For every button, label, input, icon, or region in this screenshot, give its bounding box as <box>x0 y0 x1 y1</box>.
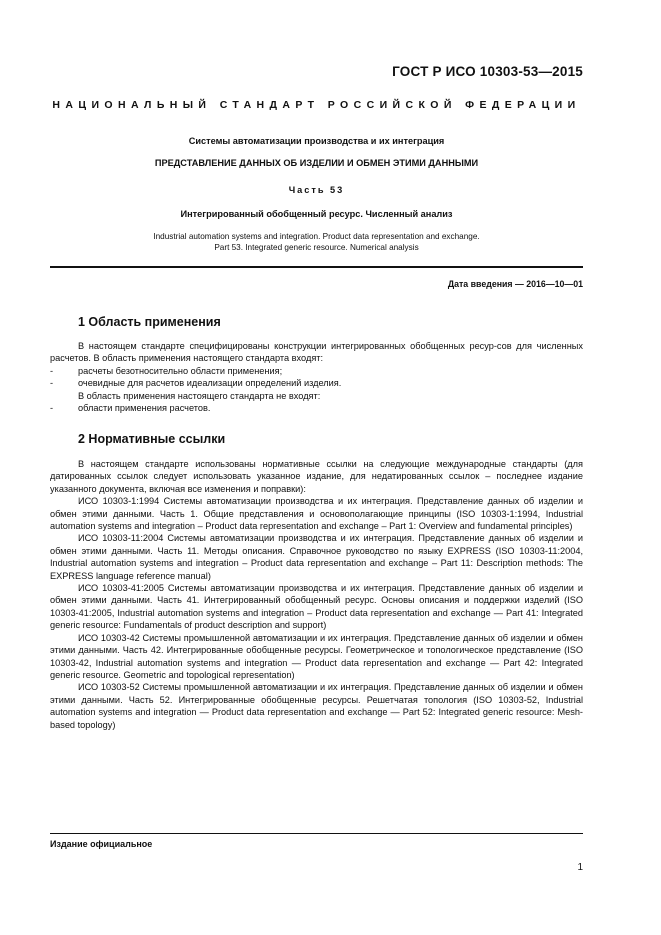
section-2-body <box>50 458 583 731</box>
gost-code: ГОСТ Р ИСО 10303-53—2015 <box>392 64 583 79</box>
introduction-date: Дата введения — 2016—10—01 <box>447 279 583 289</box>
section-1-heading: 1 Область применения <box>78 315 221 329</box>
list-item-text: расчеты безотносительно области применения; <box>78 365 283 376</box>
dash-marker: - <box>50 365 54 376</box>
section-1-paragraph: В область применения настоящего стандарта не входят: <box>78 390 321 401</box>
main-title: ПРЕДСТАВЛЕНИЕ ДАННЫХ ОБ ИЗДЕЛИИ И ОБМЕН ЭТИМИ ДАННЫМИ <box>154 158 479 168</box>
section-2-heading: 2 Нормативные ссылки <box>78 432 226 446</box>
list-item <box>50 365 583 377</box>
dash-marker: - <box>50 403 54 414</box>
normative-reference: ИСО 10303-41:2005 Системы автоматизации производства и их интеграция. Представление данных об изделии и обмен этими данными. Часть 41. Интегрированный обобщенный ресурс. Основы описания и поддержки изделий (ISO 10303-41:2005, Industrial automation systems and integration – Product data representation and exchange — Part 41: Integrated generic resource: Fundamentals of product description and support) <box>50 583 583 631</box>
page-number: 1 <box>577 862 583 873</box>
english-title-line-2: Part 53. Integrated generic resource. Numerical analysis <box>214 242 419 252</box>
series-title: Системы автоматизации производства и их интеграция <box>188 136 445 146</box>
normative-reference: ИСО 10303-1:1994 Системы автоматизации производства и их интеграция. Представление данных об изделии и обмен этими данными. Часть 1. Общие представления и основополагающие принципы (ISO 10303-1:1994, Industrial automation systems and integration – Product data representation and exchange – Part 1: Overview and fundamental principles) <box>50 496 583 532</box>
normative-reference: ИСО 10303-11:2004 Системы автоматизации производства и их интеграция. Представление данных об изделии и обмен этими данными. Часть 11. Методы описания. Справочное руководство по языку EXPRESS (ISO 10303-11:2004, Industrial automation systems and integration – Product data representation and exchange – Part 11: Description methods: The EXPRESS language reference manual) <box>50 533 583 581</box>
list-item <box>50 402 583 414</box>
dash-marker: - <box>50 378 54 389</box>
section-2-intro: В настоящем стандарте использованы нормативные ссылки на следующие международные стандарты (для датированных ссылок следует использовать указанное издание, для недатированных ссылок – последнее издание указанного документа, включая все изменения и поправки): <box>50 459 583 494</box>
list-item-text: очевидные для расчетов идеализации определений изделия. <box>78 378 342 389</box>
national-standard-banner: НАЦИОНАЛЬНЫЙ СТАНДАРТ РОССИЙСКОЙ ФЕДЕРАЦИИ <box>52 99 581 111</box>
footer-divider <box>50 833 583 834</box>
section-1-body <box>50 340 583 414</box>
section-1-paragraph: В настоящем стандарте специфицированы конструкции интегрированных обобщенных ресур-сов для численных расчетов. В область применения настоящего стандарта входят: <box>50 341 583 364</box>
official-edition-label: Издание официальное <box>50 839 153 849</box>
english-title-line-1: Industrial automation systems and integration. Product data representation and exchange. <box>153 232 480 241</box>
english-title <box>50 232 583 253</box>
header-divider <box>50 266 583 268</box>
normative-reference: ИСО 10303-42 Системы промышленной автоматизации и их интеграция. Представление данных об изделии и обмен этими данными. Часть 42. Интегрированные обобщенные ресурсы. Геометрическое и топологическое представление (ISO 10303-42, Industrial automation systems and integration — Product data representation and exchange — Part 42: Integrated generic resource. Geometric and topological representation) <box>50 632 583 680</box>
list-item-text: области применения расчетов. <box>78 403 211 414</box>
part-number: Часть 53 <box>288 185 345 195</box>
subtitle: Интегрированный обобщенный ресурс. Численный анализ <box>180 209 453 219</box>
list-item <box>50 377 583 389</box>
normative-reference: ИСО 10303-52 Системы промышленной автоматизации и их интеграция. Представление данных об изделии и обмен этими данными. Часть 52. Интегрированные обобщенные ресурсы. Решетчатая топология (ISO 10303-52, Industrial automation systems and integration — Product data representation and exchange — Part 52: Integrated generic resource: Mesh-based topology) <box>50 682 583 730</box>
